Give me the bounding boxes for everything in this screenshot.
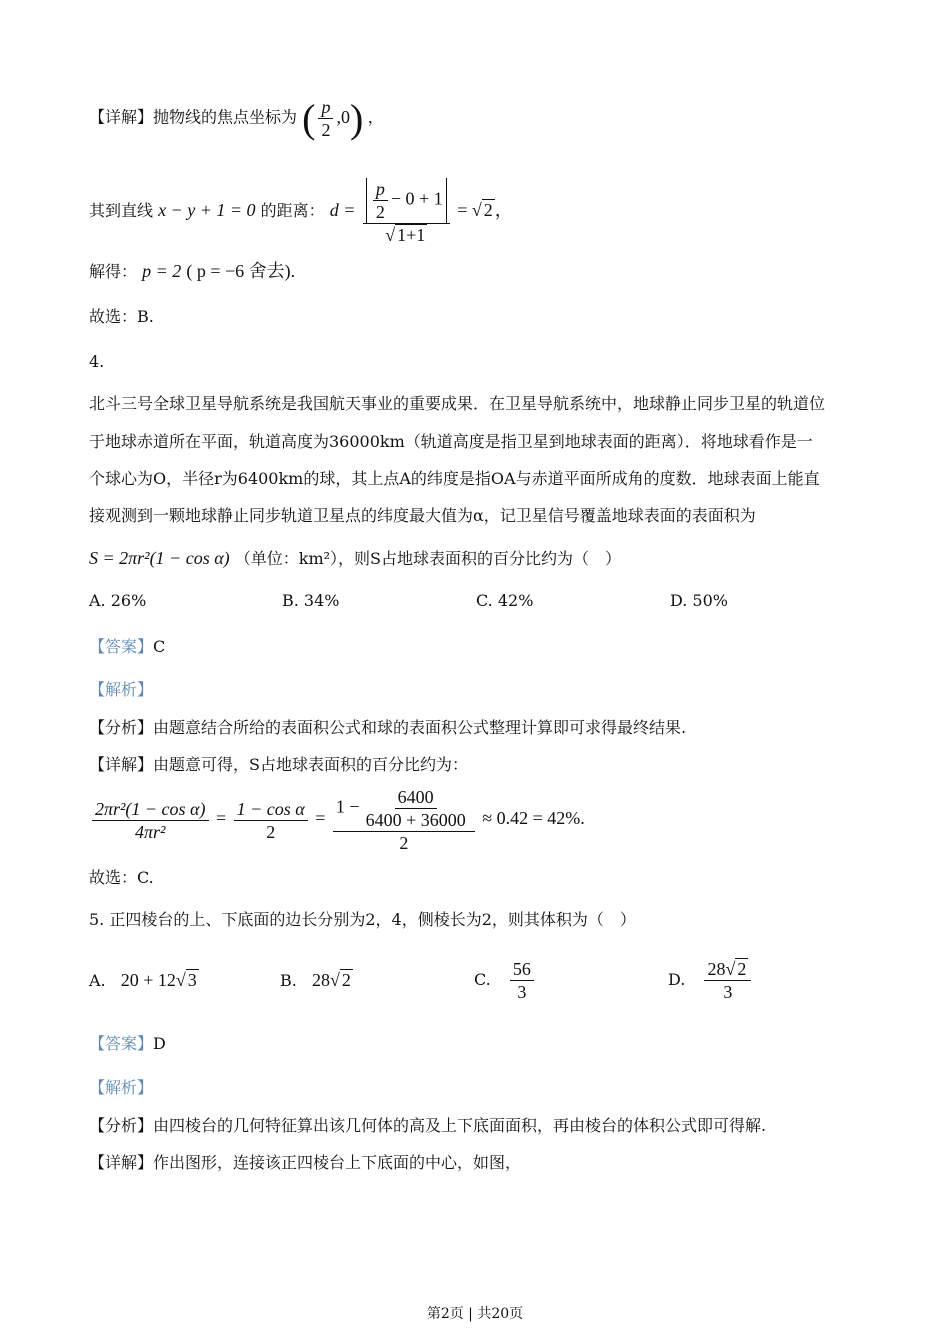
q5-fenxi [89, 1114, 766, 1138]
q4-fenxi-text: 由题意结合所给的表面积公式和球的表面积公式整理计算即可求得最终结果. [153, 718, 687, 737]
d-num-p: p [373, 178, 388, 201]
line-equation: x − y + 1 = 0 [158, 200, 256, 221]
distance-formula: d = $\frac{p}{2}$ − 0 + 1 √ 1+1 = √ 2 ， [329, 179, 513, 245]
q5-opt-b-sqrt: 2 [341, 970, 351, 990]
solve-main: p = 2 [142, 261, 182, 281]
q4-text-1: 北斗三号全球卫星导航系统是我国航天事业的重要成果．在卫星导航系统中，地球静止同步卫星的轨道位 [89, 394, 826, 413]
focus-den: 2 [321, 120, 331, 140]
q4-number: 4. [89, 352, 105, 371]
solve-paren: ( p = −6 舍去). [186, 261, 296, 281]
solve-line [89, 259, 295, 284]
q4-formula: S = 2πr²(1 − cos α) [89, 548, 230, 568]
focus-coordinate: ( $\frac{p}{2}$ ,0) [302, 95, 364, 141]
q5-opt-a-value: 20 + 12 [120, 970, 176, 990]
q5-answer [89, 1032, 166, 1056]
d-den: 1+1 [397, 225, 426, 245]
q5-fenxi-text: 由四棱台的几何特征算出该几何体的高及上下底面面积，再由棱台的体积公式即可得解. [153, 1116, 767, 1135]
line2-text2: 的距离： [260, 201, 325, 221]
q4-fenxi-label: 【分析】 [89, 718, 154, 737]
q5-xiangjie-label: 【详解】 [89, 1153, 154, 1172]
calc-num1: 2πr²(1 − cos α) [92, 798, 209, 821]
calc-den3: 2 [399, 833, 409, 853]
q5-opt-b-value: 28 [311, 970, 330, 990]
detail-text: 抛物线的焦点坐标为 [153, 107, 298, 127]
q5-opt-a-label: A. [89, 971, 106, 990]
q4-unit-text: （单位：km²），则S占地球表面积的百分比约为（ ） [234, 549, 621, 568]
calc-inner-den: 6400 + 36000 [365, 810, 466, 830]
q4-option-a: A. 26% [89, 591, 147, 610]
distance-line [89, 178, 513, 246]
q4-option-b: B. 34% [282, 591, 340, 610]
prev-answer: 故选：B. [89, 307, 154, 326]
q4-answer [89, 635, 165, 659]
q5-opt-d-num: 28 [707, 959, 726, 979]
q4-fenxi [89, 716, 686, 740]
q5-xiangjie-text: 作出图形，连接该正四棱台上下底面的中心，如图， [153, 1153, 522, 1172]
q4-text-4: 接观测到一颗地球静止同步轨道卫星点的纬度最大值为α，记卫星信号覆盖地球表面的表面积为 [89, 506, 756, 525]
focus-rest: ,0 [336, 106, 350, 127]
q4-xiangjie [89, 753, 468, 777]
detail-label: 【详解】 [89, 107, 154, 127]
d-num-rest: − 0 + 1 [390, 188, 443, 209]
page-footer: 第2页 | 共20页 [426, 1306, 524, 1322]
q4-option-c: C. 42% [476, 591, 534, 610]
q4-option-d: D. 50% [670, 591, 728, 610]
line2-text: 其到直线 [89, 201, 154, 221]
q5-opt-d-sqrt: 2 [737, 959, 747, 979]
q4-text-2: 于地球赤道所在平面，轨道高度为36000km（轨道高度是指卫星到地球表面的距离）．将地球看作是一 [89, 432, 813, 451]
q5-text: 5. 正四棱台的上、下底面的边长分别为2，4，侧棱长为2，则其体积为（ ） [89, 910, 636, 929]
d-eq: d = [329, 200, 356, 221]
q5-opt-b-label: B. [280, 971, 297, 990]
d-num-den: 2 [375, 202, 385, 222]
q5-opt-d-den: 3 [723, 982, 733, 1002]
q5-option-b: B. 28√ 2 [280, 970, 351, 990]
q4-text-3: 个球心为O，半径r为6400km的球，其上点A的纬度是指OA与赤道平面所成角的度数．地球表面上能直 [89, 469, 820, 488]
prev-detail-line: 【详解】抛物线的焦点坐标为 ( $\frac{p}{2}$ ,0) ， [89, 95, 384, 141]
q5-analysis-label: 【解析】 [89, 1078, 154, 1097]
q5-fenxi-label: 【分析】 [89, 1116, 154, 1135]
q4-xiangjie-label: 【详解】 [89, 755, 154, 774]
q5-option-c [474, 958, 537, 1003]
q4-analysis-label: 【解析】 [89, 680, 154, 699]
q5-answer-label: 【答案】 [89, 1034, 154, 1053]
d-result-sqrt: 2 [483, 200, 493, 221]
q5-option-d: D. $\frac{28√ 2}{3}$ [668, 958, 754, 1003]
q5-answer-value: D [153, 1034, 166, 1053]
q4-calculation: $\frac{\text{2πr²(1 − cos α)}}{\text{4πr²}}$ = $\frac{\text{1 − cos α}}{2}$ = 1 − $\frac{6400}{6400 + 36000}$ 2 ≈ 0.42 = 42%. [89, 786, 585, 854]
q4-choose: 故选：C. [89, 868, 154, 887]
calc-num2: 1 − cos α [234, 798, 308, 821]
calc-den1: 4πr² [135, 821, 166, 842]
q5-opt-c-label: C. [474, 970, 491, 989]
q5-opt-c-num: 56 [510, 958, 534, 981]
q5-xiangjie [89, 1151, 521, 1175]
q5-opt-a-sqrt: 3 [187, 970, 197, 990]
focus-num: p [318, 96, 333, 119]
q5-option-a: A. 20 + 12√ 3 [89, 970, 197, 990]
q5-opt-d-label: D. [668, 970, 686, 989]
d-result: = [457, 200, 468, 221]
calc-inner-num: 6400 [395, 786, 437, 809]
q4-answer-label: 【答案】 [89, 637, 154, 656]
calc-den2: 2 [266, 821, 276, 842]
calc-result: ≈ 0.42 = 42% [482, 808, 581, 829]
q4-answer-value: C [153, 637, 166, 656]
q4-xiangjie-text: 由题意可得，S占地球表面积的百分比约为： [153, 755, 468, 774]
calc-num3-prefix: 1 − [335, 796, 360, 817]
q5-opt-c-den: 3 [517, 982, 527, 1002]
solve-label: 解得： [89, 262, 138, 281]
q4-formula-line [89, 546, 621, 571]
